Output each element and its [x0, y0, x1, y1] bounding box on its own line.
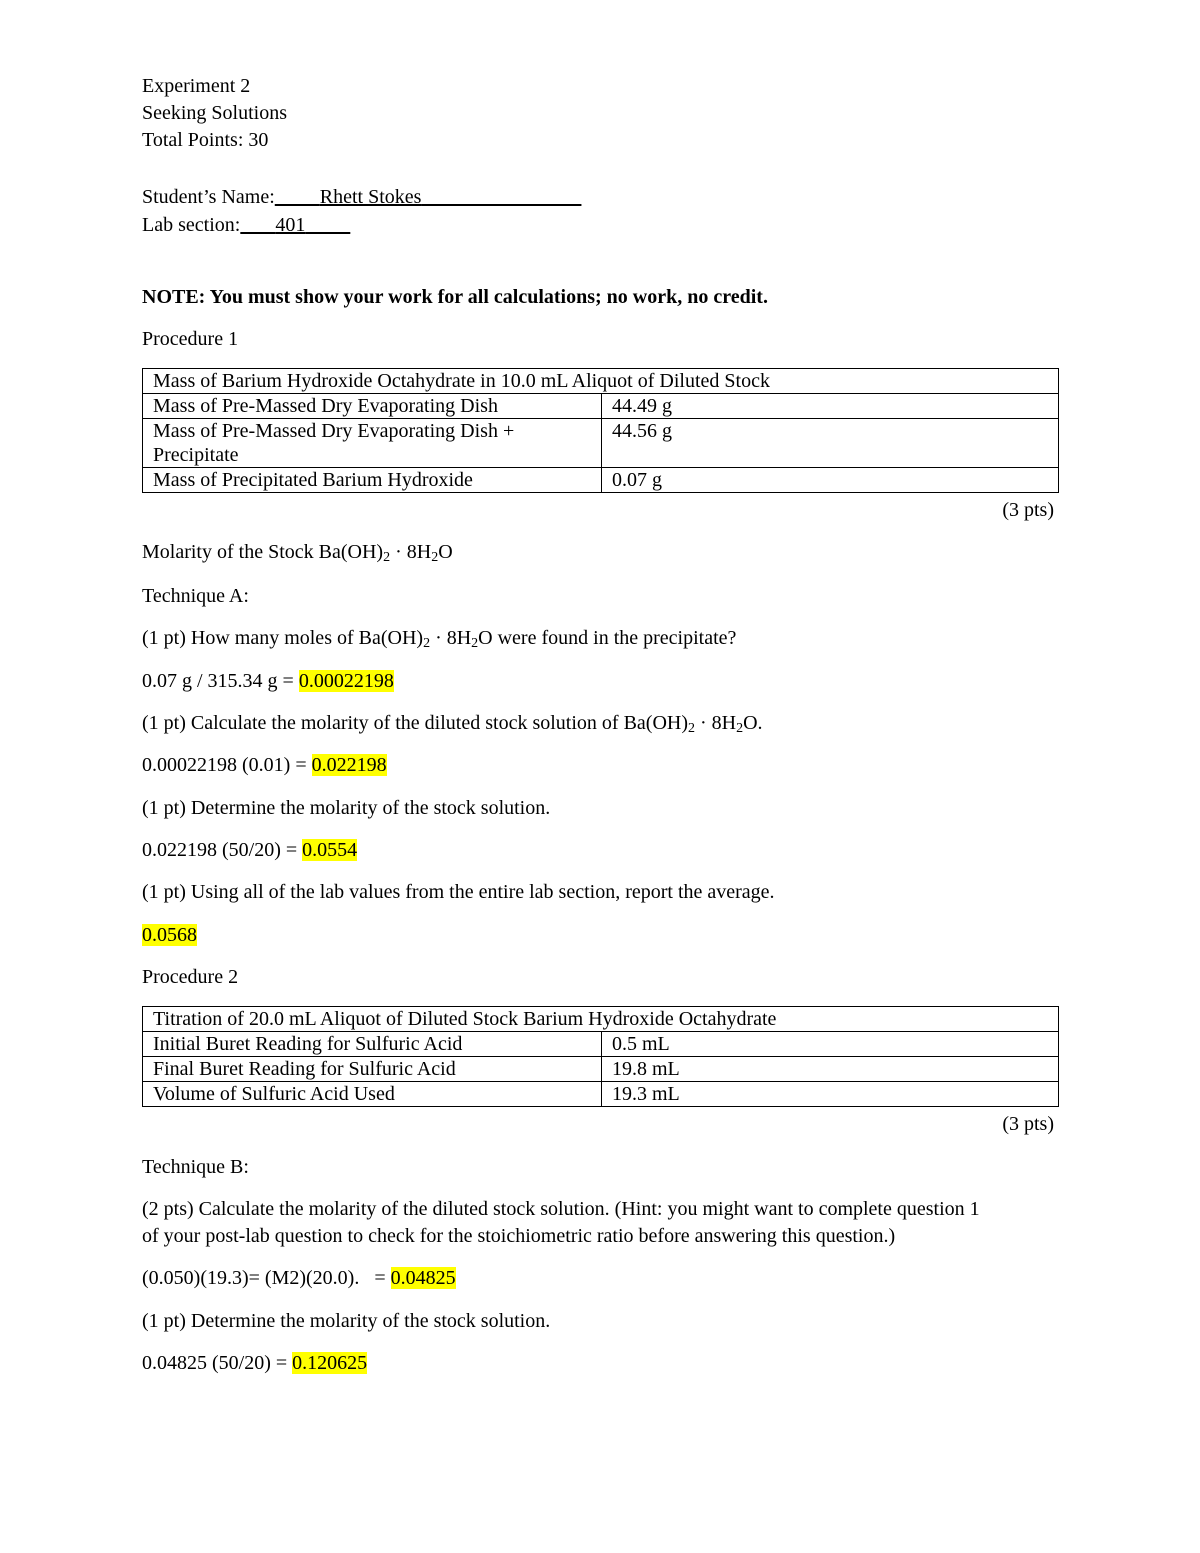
table-row: [143, 1057, 1059, 1082]
technique-b-question-1-line-1: (2 pts) Calculate the molarity of the diluted stock solution. (Hint: you might want to complete question 1: [142, 1198, 980, 1220]
student-name-underline-left: [275, 186, 320, 208]
lab-section-row: [142, 213, 350, 237]
technique-a-answer-2: 0.00022198 (0.01) = 0.022198: [142, 754, 387, 776]
technique-a-answer-1: 0.07 g / 315.34 g = 0.00022198: [142, 670, 394, 692]
row-value: 19.8 mL: [602, 1057, 1059, 1082]
technique-a-question-4: (1 pt) Using all of the lab values from the entire lab section, report the average.: [142, 881, 775, 903]
technique-b-question-2: (1 pt) Determine the molarity of the stock solution.: [142, 1310, 551, 1332]
technique-a-question-3: (1 pt) Determine the molarity of the stock solution.: [142, 797, 551, 819]
molarity-heading: Molarity of the Stock $Ba(OH)_2 \cdot 8H_2O$: [142, 541, 453, 565]
row-value: 19.3 mL: [602, 1082, 1059, 1107]
table-header-cell: Titration of 20.0 mL Aliquot of Diluted Stock Barium Hydroxide Octahydrate: [143, 1007, 1059, 1032]
total-points: Total Points: 30: [142, 129, 269, 151]
row-label: Mass of Pre-Massed Dry Evaporating Dish + Precipitate: [143, 419, 602, 468]
row-value: 0.07 g: [602, 468, 1059, 493]
row-value: 44.49 g: [602, 394, 1059, 419]
experiment-number: Experiment 2: [142, 75, 251, 97]
technique-a-answer-3: 0.022198 (50/20) = 0.0554: [142, 839, 358, 861]
row-label: Final Buret Reading for Sulfuric Acid: [143, 1057, 602, 1082]
table-row: [143, 419, 1059, 468]
table-header-cell: Mass of Barium Hydroxide Octahydrate in 10.0 mL Aliquot of Diluted Stock: [143, 369, 1059, 394]
procedure-2-title: Procedure 2: [142, 966, 239, 988]
technique-b-title: Technique B:: [142, 1156, 249, 1178]
technique-b-answer-2: 0.04825 (50/20) = 0.120625: [142, 1352, 368, 1374]
student-name-value: Rhett Stokes: [319, 186, 422, 208]
lab-section-label: Lab section:: [142, 214, 241, 236]
highlighted-answer: 0.04825: [390, 1267, 456, 1289]
student-name-label: Student’s Name:: [142, 186, 275, 208]
procedure-2-points: (3 pts): [1002, 1113, 1054, 1135]
highlighted-answer: 0.00022198: [298, 670, 394, 692]
lab-section-underline-right: [305, 214, 350, 236]
technique-a-question-2: (1 pt) Calculate the molarity of the diluted stock solution of $Ba(OH)_2 \cdot 8H_2O$.: [142, 712, 763, 736]
row-label: Mass of Precipitated Barium Hydroxide: [143, 468, 602, 493]
work-note: NOTE: You must show your work for all calculations; no work, no credit.: [142, 286, 768, 308]
row-label: Volume of Sulfuric Acid Used: [143, 1082, 602, 1107]
student-name-row: [142, 185, 581, 209]
table-row: [143, 394, 1059, 419]
table-row: [143, 468, 1059, 493]
technique-a-title: Technique A:: [142, 585, 249, 607]
technique-a-question-1: (1 pt) How many moles of $Ba(OH)_2 \cdot 8H_2O$ were found in the precipitate?: [142, 627, 737, 651]
technique-b-answer-1: (0.050)(19.3)= (M2)(20.0). = 0.04825: [142, 1267, 456, 1289]
row-label: Initial Buret Reading for Sulfuric Acid: [143, 1032, 602, 1057]
highlighted-answer: 0.0568: [142, 924, 197, 946]
procedure-1-title: Procedure 1: [142, 328, 239, 350]
highlighted-answer: 0.0554: [302, 839, 358, 861]
technique-b-question-1-line-2: of your post-lab question to check for the stoichiometric ratio before answering this question.): [142, 1225, 896, 1247]
table-header-row: [143, 1007, 1059, 1032]
student-name-underline-right: [421, 186, 581, 208]
table-row: [143, 1032, 1059, 1057]
table-header-row: [143, 369, 1059, 394]
highlighted-answer: 0.022198: [311, 754, 387, 776]
row-value: 44.56 g: [602, 419, 1059, 468]
procedure-2-table: [142, 1006, 1059, 1107]
procedure-1-points: (3 pts): [1002, 499, 1054, 521]
procedure-1-table: [142, 368, 1059, 493]
lab-section-value: 401: [275, 214, 306, 236]
row-value: 0.5 mL: [602, 1032, 1059, 1057]
highlighted-answer: 0.120625: [292, 1352, 368, 1374]
technique-a-answer-4: [142, 923, 197, 947]
row-label: Mass of Pre-Massed Dry Evaporating Dish: [143, 394, 602, 419]
experiment-title: Seeking Solutions: [142, 102, 288, 124]
table-row: [143, 1082, 1059, 1107]
lab-section-underline-left: [240, 214, 275, 236]
